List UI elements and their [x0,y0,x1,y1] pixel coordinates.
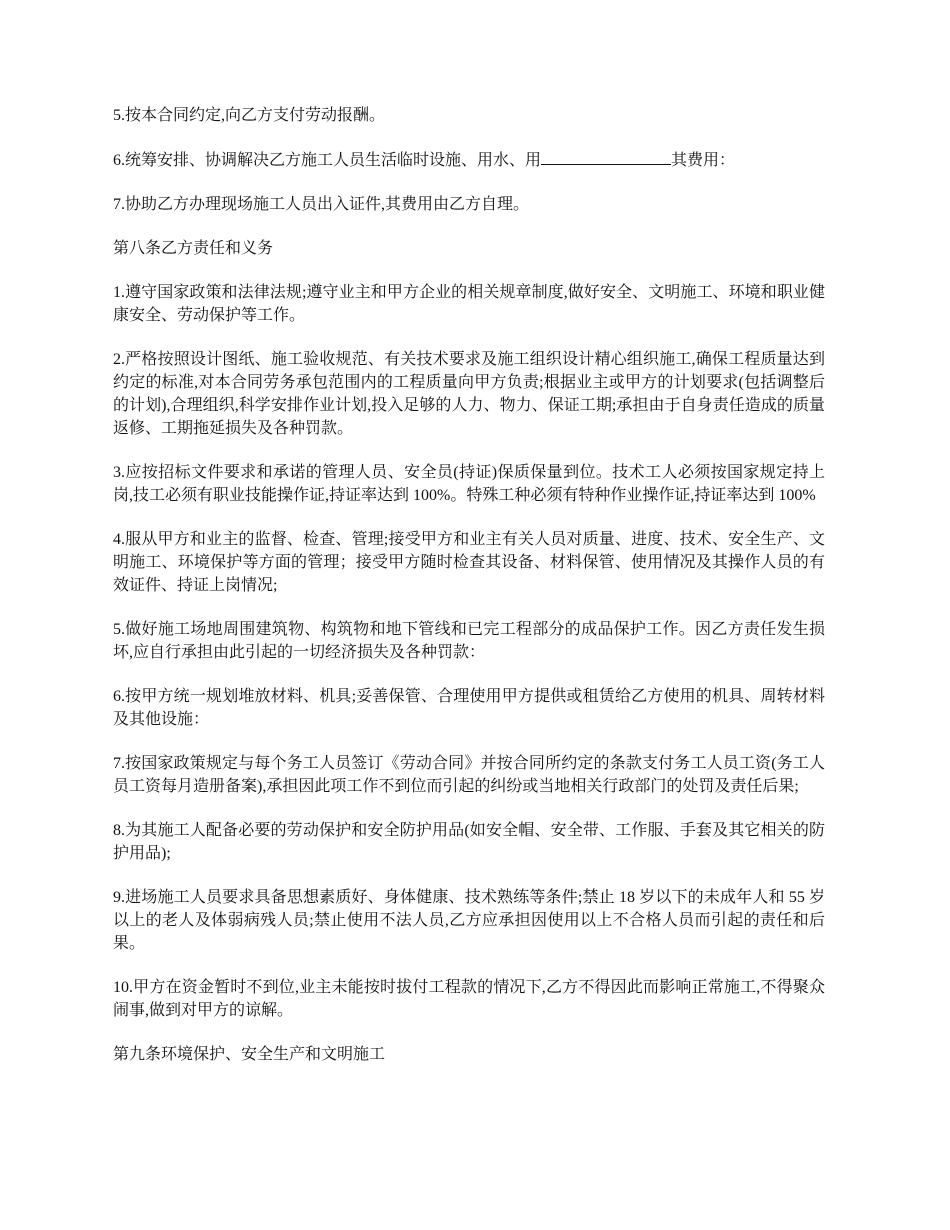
paragraph-article8-item-4: 4.服从甲方和业主的监督、检查、管理;接受甲方和业主有关人员对质量、进度、技术、安全生产、文明施工、环境保护等方面的管理；接受甲方随时检查其设备、材料保管、使用情况及其操作人员的有效证件、持证上岗情况; [113,531,825,594]
paragraph-article8-item-6: 6.按甲方统一规划堆放材料、机具;妥善保管、合理使用甲方提供或租赁给乙方使用的机具、周转材料及其他设施： [113,688,825,728]
paragraph-article8-item-7: 7.按国家政策规定与每个务工人员签订《劳动合同》并按合同所约定的条款支付务工人员工资(务工人员工资每月造册备案),承担因此项工作不到位而引起的纠纷或当地相关行政部门的处罚及责任后果; [113,755,825,795]
paragraph-article8-item-8: 8.为其施工人配备必要的劳动保护和安全防护用品(如安全帽、安全带、工作服、手套及其它相关的防护用品); [113,822,825,862]
paragraph-article8-item-1: 1.遵守国家政策和法律法规;遵守业主和甲方企业的相关规章制度,做好安全、文明施工、环境和职业健康安全、劳动保护等工作。 [113,284,825,324]
paragraph-article8-item-3: 3.应按招标文件要求和承诺的管理人员、安全员(持证)保质保量到位。技术工人必须按国家规定持上岗,技工必须有职业技能操作证,持证率达到 100%。特殊工种必须有特种作业操作证,持证率达到 100% [113,464,825,504]
paragraph-article8-item-9: 9.进场施工人员要求具备思想素质好、身体健康、技术熟练等条件;禁止 18 岁以下的未成年人和 55 岁以上的老人及体弱病残人员;禁止使用不法人员,乙方应承担因使用以上不合格人员而引起的责任和后果。 [113,889,825,952]
paragraph-item-5-payment: 5.按本合同约定,向乙方支付劳动报酬。 [113,107,386,124]
paragraph-item-7-passes: 7.协助乙方办理现场施工人员出入证件,其费用由乙方自理。 [113,196,530,213]
paragraph-text-before-blank: 6.统筹安排、协调解决乙方施工人员生活临时设施、用水、用 [113,152,542,169]
paragraph-article8-item-2: 2.严格按照设计图纸、施工验收规范、有关技术要求及施工组织设计精心组织施工,确保工程质量达到约定的标准,对本合同劳务承包范围内的工程质量向甲方负责;根据业主或甲方的计划要求(包括调整后的计划),合理组织,科学安排作业计划,投入足够的人力、物力、保证工期;承担由于自身责任造成的质量返修、工期拖延损失及各种罚款。 [113,351,825,437]
section-heading-article-8: 第八条乙方责任和义务 [113,240,274,257]
paragraph-article8-item-5: 5.做好施工场地周围建筑物、构筑物和地下管线和已完工程部分的成品保护工作。因乙方责任发生损坏,应自行承担由此引起的一切经济损失及各种罚款： [113,621,825,661]
section-heading-article-9: 第九条环境保护、安全生产和文明施工 [113,1046,386,1063]
paragraph-article8-item-10: 10.甲方在资金暂时不到位,业主未能按时拔付工程款的情况下,乙方不得因此而影响正常施工,不得聚众闹事,做到对甲方的谅解。 [113,979,825,1019]
paragraph-item-6-facilities [113,148,825,172]
document-page [113,104,825,1087]
fill-in-blank-line [541,148,671,165]
paragraph-text-after-blank: 其费用： [671,152,736,169]
